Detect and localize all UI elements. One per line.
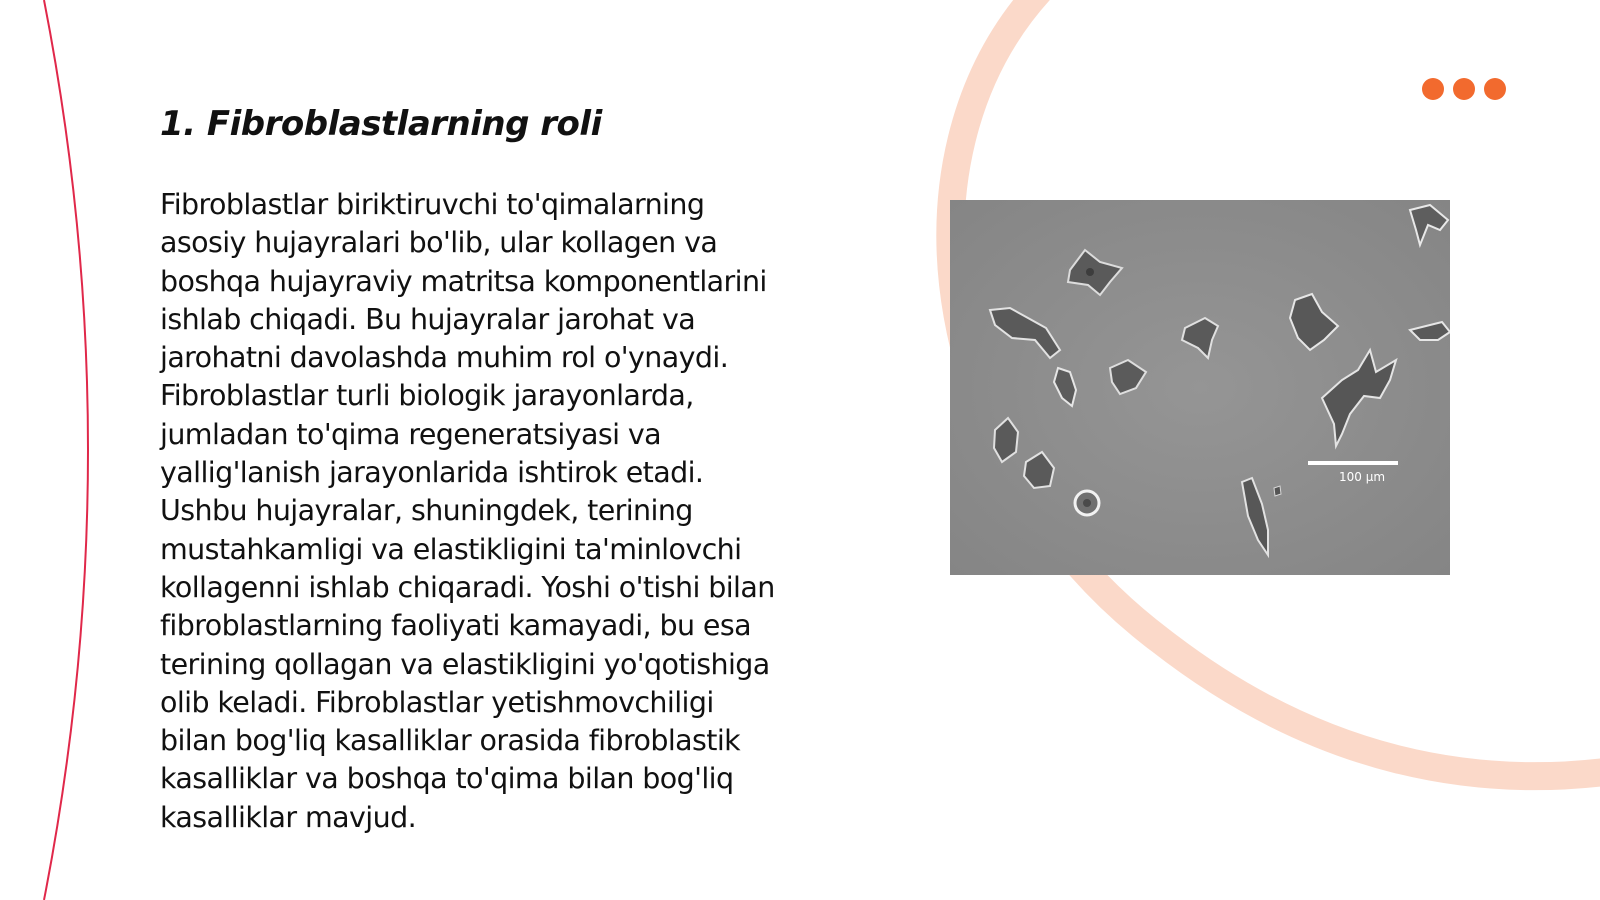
body-line: terining qollagan va elastikligini yo'qotishiga bbox=[160, 647, 770, 681]
body-line: mustahkamligi va elastikligini ta'minlovchi bbox=[160, 532, 742, 566]
body-line: jumladan to'qima regeneratsiyasi va bbox=[160, 417, 662, 451]
body-line: jarohatni davolashda muhim rol o'ynaydi. bbox=[160, 341, 729, 375]
body-line: yallig'lanish jarayonlarida ishtirok etadi. bbox=[160, 456, 704, 490]
body-line: bilan bog'liq kasalliklar orasida fibroblastik bbox=[160, 724, 741, 758]
cell bbox=[1274, 486, 1281, 496]
accent-dot bbox=[1453, 78, 1475, 100]
body-line: asosiy hujayralari bo'lib, ular kollagen va bbox=[160, 226, 718, 260]
decorative-dots bbox=[1422, 78, 1506, 100]
body-line: kollagenni ishlab chiqaradi. Yoshi o'tishi bilan bbox=[160, 570, 775, 604]
body-line: kasalliklar va boshqa to'qima bilan bog'liq bbox=[160, 762, 734, 796]
body-line: ishlab chiqadi. Bu hujayralar jarohat va bbox=[160, 302, 696, 336]
left-red-curve bbox=[44, 0, 88, 900]
accent-dot bbox=[1484, 78, 1506, 100]
body-line: fibroblastlarning faoliyati kamayadi, bu esa bbox=[160, 609, 751, 643]
cell-drawing bbox=[950, 200, 1450, 575]
body-line: boshqa hujayraviy matritsa komponentlarini bbox=[160, 264, 767, 298]
scale-bar-label: 100 µm bbox=[1338, 470, 1386, 484]
accent-dot bbox=[1422, 78, 1444, 100]
body-line: Fibroblastlar turli biologik jarayonlarda, bbox=[160, 379, 694, 413]
body-line: Ushbu hujayralar, shuningdek, terining bbox=[160, 494, 693, 528]
body-line: kasalliklar mavjud. bbox=[160, 800, 417, 834]
fibroblast-microscopy-image bbox=[950, 200, 1450, 575]
slide-body-text bbox=[160, 186, 850, 837]
slide-title: 1. Fibroblastlarning roli bbox=[160, 104, 602, 144]
body-line: Fibroblastlar biriktiruvchi to'qimalarning bbox=[160, 188, 705, 221]
scale-bar bbox=[1308, 461, 1398, 465]
body-line: olib keladi. Fibroblastlar yetishmovchiligi bbox=[160, 685, 714, 719]
